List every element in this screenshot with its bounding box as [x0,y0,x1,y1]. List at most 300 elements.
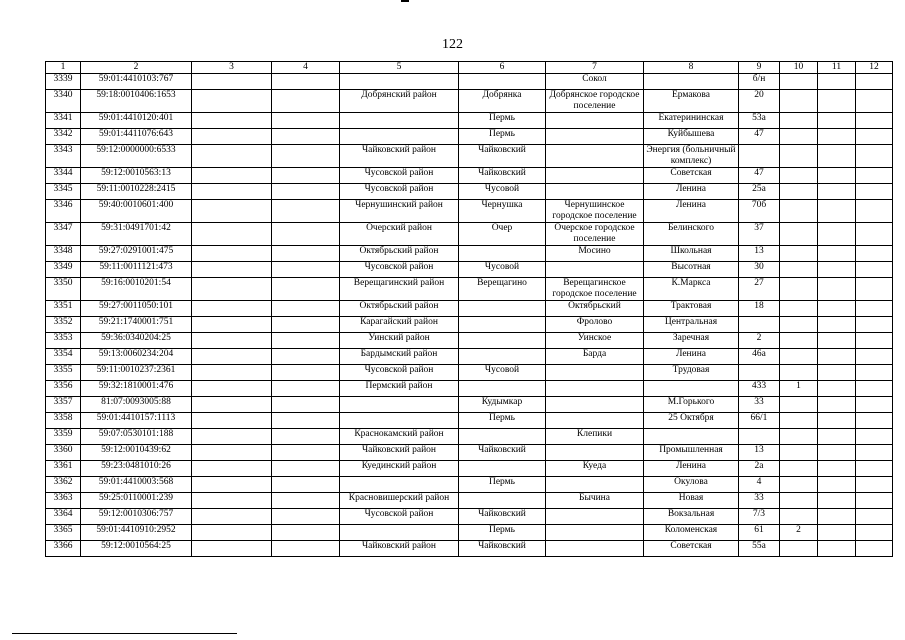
table-cell-col-7: Добрянское городское поселение [546,90,644,113]
table-cell-col-4 [272,184,340,200]
table-row [46,262,893,278]
table-row [46,445,893,461]
table-cell-col-2: 59:27:0291001:475 [81,246,192,262]
table-cell-col-1: 3361 [46,461,81,477]
table-cell-col-8: Куйбышева [644,129,739,145]
table-cell-col-12 [856,397,893,413]
table-cell-col-4 [272,349,340,365]
table-cell-col-11 [818,429,856,445]
table-cell-col-12 [856,90,893,113]
table-cell-col-10 [780,477,818,493]
table-cell-col-3 [192,525,272,541]
table-cell-col-3 [192,200,272,223]
table-row [46,477,893,493]
column-header-3: 3 [192,62,272,74]
table-cell-col-9: 66/1 [739,413,780,429]
table-cell-col-8: Советская [644,541,739,557]
table-cell-col-12 [856,493,893,509]
table-cell-col-8: Ленина [644,461,739,477]
table-cell-col-1: 3351 [46,301,81,317]
table-cell-col-2: 59:01:4410120:401 [81,113,192,129]
table-cell-col-11 [818,445,856,461]
table-cell-col-8: Школьная [644,246,739,262]
table-cell-col-6: Чайковский [459,541,546,557]
table-cell-col-3 [192,509,272,525]
table-cell-col-1: 3359 [46,429,81,445]
table-cell-col-4 [272,509,340,525]
table-cell-col-5: Уинский район [340,333,459,349]
table-cell-col-10 [780,184,818,200]
table-cell-col-9: 433 [739,381,780,397]
table-cell-col-5: Карагайский район [340,317,459,333]
table-cell-col-3 [192,333,272,349]
table-cell-col-6: Пермь [459,477,546,493]
table-cell-col-8 [644,429,739,445]
table-cell-col-8: Трактовая [644,301,739,317]
table-cell-col-8: Екатерининская [644,113,739,129]
table-cell-col-7 [546,129,644,145]
table-cell-col-5: Чернушинский район [340,200,459,223]
table-row [46,333,893,349]
table-cell-col-5: Чусовской район [340,168,459,184]
table-cell-col-6: Чайковский [459,168,546,184]
table-cell-col-8: Окулова [644,477,739,493]
table-cell-col-3 [192,349,272,365]
table-cell-col-12 [856,317,893,333]
table-cell-col-5: Чайковский район [340,541,459,557]
table-cell-col-9 [739,145,780,168]
table-cell-col-5: Октябрьский район [340,246,459,262]
table-cell-col-10 [780,145,818,168]
table-cell-col-5 [340,74,459,90]
table-cell-col-5: Очерский район [340,223,459,246]
table-cell-col-11 [818,365,856,381]
table-cell-col-8: Вокзальная [644,509,739,525]
table-cell-col-5: Чусовской район [340,365,459,381]
table-cell-col-3 [192,246,272,262]
table-cell-col-4 [272,365,340,381]
table-cell-col-3 [192,317,272,333]
table-cell-col-6: Чайковский [459,445,546,461]
column-header-2: 2 [81,62,192,74]
table-cell-col-4 [272,493,340,509]
table-cell-col-4 [272,246,340,262]
table-cell-col-9 [739,317,780,333]
table-body [46,74,893,557]
table-row [46,168,893,184]
table-cell-col-10 [780,301,818,317]
table-cell-col-8: Высотная [644,262,739,278]
table-cell-col-4 [272,200,340,223]
table-cell-col-11 [818,113,856,129]
table-cell-col-4 [272,301,340,317]
table-cell-col-12 [856,509,893,525]
table-cell-col-4 [272,525,340,541]
table-cell-col-7: Очерское городское поселение [546,223,644,246]
table-cell-col-12 [856,445,893,461]
table-cell-col-3 [192,541,272,557]
table-cell-col-4 [272,145,340,168]
table-cell-col-8: Трудовая [644,365,739,381]
table-row [46,113,893,129]
table-cell-col-1: 3347 [46,223,81,246]
table-cell-col-5: Красновишерский район [340,493,459,509]
table-cell-col-12 [856,278,893,301]
table-cell-col-11 [818,184,856,200]
table-cell-col-10 [780,223,818,246]
table-cell-col-6 [459,461,546,477]
table-cell-col-12 [856,184,893,200]
table-cell-col-7: Куеда [546,461,644,477]
table-cell-col-9: 13 [739,445,780,461]
scan-mark-bottom [12,633,237,634]
table-cell-col-2: 59:12:0010564:25 [81,541,192,557]
table-row [46,278,893,301]
table-cell-col-8: Ермакова [644,90,739,113]
table-cell-col-1: 3339 [46,74,81,90]
table-row [46,200,893,223]
table-cell-col-8: Ленина [644,200,739,223]
table-cell-col-3 [192,74,272,90]
table-cell-col-7: Верещагинское городское поселение [546,278,644,301]
table-cell-col-10 [780,200,818,223]
table-cell-col-6: Пермь [459,525,546,541]
table-cell-col-8: К.Маркса [644,278,739,301]
table-cell-col-11 [818,541,856,557]
table-cell-col-2: 59:11:0010228:2415 [81,184,192,200]
table-cell-col-1: 3340 [46,90,81,113]
table-cell-col-2: 59:12:0000000:6533 [81,145,192,168]
table-cell-col-9: 55а [739,541,780,557]
table-cell-col-11 [818,74,856,90]
table-cell-col-5: Добрянский район [340,90,459,113]
table-cell-col-9: 4 [739,477,780,493]
table-cell-col-7: Уинское [546,333,644,349]
table-cell-col-7: Сокол [546,74,644,90]
table-cell-col-6: Кудымкар [459,397,546,413]
table-cell-col-8: Советская [644,168,739,184]
table-cell-col-8: М.Горького [644,397,739,413]
table-cell-col-2: 59:27:0011050:101 [81,301,192,317]
table-cell-col-9 [739,429,780,445]
table-cell-col-1: 3365 [46,525,81,541]
table-cell-col-6: Очер [459,223,546,246]
table-cell-col-7 [546,541,644,557]
table-cell-col-3 [192,381,272,397]
table-cell-col-11 [818,413,856,429]
table-cell-col-12 [856,246,893,262]
column-header-10: 10 [780,62,818,74]
table-cell-col-2: 59:11:0011121:473 [81,262,192,278]
table-cell-col-1: 3350 [46,278,81,301]
table-cell-col-7 [546,397,644,413]
table-cell-col-9: 33 [739,397,780,413]
table-cell-col-11 [818,129,856,145]
table-cell-col-3 [192,429,272,445]
table-cell-col-7 [546,145,644,168]
table-cell-col-6 [459,74,546,90]
registry-table [45,61,893,557]
column-header-5: 5 [340,62,459,74]
table-cell-col-6 [459,246,546,262]
table-row [46,129,893,145]
table-cell-col-5: Октябрьский район [340,301,459,317]
table-cell-col-9: 61 [739,525,780,541]
table-cell-col-9: 53а [739,113,780,129]
table-cell-col-11 [818,509,856,525]
table-cell-col-7 [546,381,644,397]
table-cell-col-3 [192,223,272,246]
table-cell-col-1: 3356 [46,381,81,397]
table-cell-col-2: 59:25:0110001:239 [81,493,192,509]
table-cell-col-2: 59:31:0491701:42 [81,223,192,246]
table-cell-col-1: 3349 [46,262,81,278]
table-cell-col-3 [192,278,272,301]
table-cell-col-4 [272,381,340,397]
table-cell-col-12 [856,381,893,397]
table-cell-col-7 [546,525,644,541]
table-row [46,413,893,429]
table-row [46,317,893,333]
table-cell-col-3 [192,301,272,317]
table-cell-col-4 [272,413,340,429]
table-cell-col-7: Мосино [546,246,644,262]
table-cell-col-5 [340,397,459,413]
table-cell-col-4 [272,223,340,246]
table-cell-col-5: Верещагинский район [340,278,459,301]
table-cell-col-5: Пермский район [340,381,459,397]
table-cell-col-10 [780,509,818,525]
table-cell-col-4 [272,278,340,301]
table-cell-col-7: Октябрьский [546,301,644,317]
table-cell-col-2: 59:01:4410103:767 [81,74,192,90]
table-cell-col-8: Энергия (больничный комплекс) [644,145,739,168]
table-cell-col-10: 2 [780,525,818,541]
table-cell-col-2: 59:01:4410910:2952 [81,525,192,541]
table-cell-col-9 [739,365,780,381]
table-row [46,349,893,365]
table-cell-col-2: 59:12:0010439:62 [81,445,192,461]
table-cell-col-1: 3342 [46,129,81,145]
table-header-row [46,62,893,74]
table-cell-col-6 [459,301,546,317]
table-cell-col-3 [192,413,272,429]
table-cell-col-11 [818,461,856,477]
table-cell-col-1: 3348 [46,246,81,262]
table-cell-col-7 [546,262,644,278]
table-row [46,301,893,317]
table-cell-col-12 [856,168,893,184]
table-cell-col-6 [459,493,546,509]
table-cell-col-4 [272,477,340,493]
table-row [46,461,893,477]
table-cell-col-1: 3341 [46,113,81,129]
table-cell-col-10 [780,317,818,333]
table-cell-col-1: 3357 [46,397,81,413]
table-cell-col-11 [818,397,856,413]
column-header-11: 11 [818,62,856,74]
table-cell-col-6 [459,349,546,365]
table-cell-col-9: 47 [739,129,780,145]
table-cell-col-7 [546,168,644,184]
table-cell-col-4 [272,74,340,90]
table-row [46,381,893,397]
table-row [46,365,893,381]
table-cell-col-9: 70б [739,200,780,223]
table-cell-col-11 [818,381,856,397]
table-cell-col-5 [340,477,459,493]
table-cell-col-8: Новая [644,493,739,509]
table-cell-col-5: Чайковский район [340,445,459,461]
table-cell-col-11 [818,317,856,333]
table-cell-col-6: Добрянка [459,90,546,113]
table-cell-col-7: Фролово [546,317,644,333]
table-row [46,74,893,90]
table-cell-col-11 [818,168,856,184]
table-cell-col-9: 25а [739,184,780,200]
column-header-1: 1 [46,62,81,74]
table-cell-col-1: 3352 [46,317,81,333]
table-cell-col-7: Чернушинское городское поселение [546,200,644,223]
table-cell-col-5 [340,113,459,129]
table-cell-col-7 [546,113,644,129]
table-cell-col-2: 59:12:0010306:757 [81,509,192,525]
table-cell-col-10: 1 [780,381,818,397]
table-cell-col-2: 59:12:0010563:13 [81,168,192,184]
table-cell-col-1: 3345 [46,184,81,200]
table-cell-col-2: 59:40:0010601:400 [81,200,192,223]
table-cell-col-8: Коломенская [644,525,739,541]
table-cell-col-2: 59:36:0340204:25 [81,333,192,349]
table-cell-col-5 [340,129,459,145]
table-cell-col-10 [780,129,818,145]
table-cell-col-12 [856,461,893,477]
table-cell-col-10 [780,413,818,429]
table-row [46,223,893,246]
table-cell-col-7 [546,365,644,381]
table-cell-col-12 [856,113,893,129]
table-cell-col-10 [780,246,818,262]
table-cell-col-9: 33 [739,493,780,509]
table-cell-col-8: Центральная [644,317,739,333]
table-cell-col-7 [546,477,644,493]
table-cell-col-11 [818,333,856,349]
table-cell-col-10 [780,333,818,349]
column-header-12: 12 [856,62,893,74]
table-cell-col-1: 3354 [46,349,81,365]
table-cell-col-7 [546,445,644,461]
table-cell-col-6 [459,333,546,349]
table-cell-col-11 [818,200,856,223]
page-number: 122 [442,37,463,52]
column-header-9: 9 [739,62,780,74]
table-cell-col-7: Барда [546,349,644,365]
table-cell-col-8: Ленина [644,184,739,200]
table-cell-col-6: Пермь [459,129,546,145]
column-header-7: 7 [546,62,644,74]
table-cell-col-4 [272,541,340,557]
table-cell-col-4 [272,429,340,445]
table-cell-col-6 [459,429,546,445]
table-cell-col-1: 3364 [46,509,81,525]
table-cell-col-9: 18 [739,301,780,317]
table-row [46,184,893,200]
column-header-8: 8 [644,62,739,74]
table-row [46,246,893,262]
table-cell-col-6 [459,381,546,397]
table-cell-col-2: 59:07:0530101:188 [81,429,192,445]
table-cell-col-5: Краснокамский район [340,429,459,445]
table-cell-col-9: 37 [739,223,780,246]
table-cell-col-11 [818,223,856,246]
table-cell-col-12 [856,223,893,246]
table-cell-col-3 [192,493,272,509]
table-cell-col-9: 13 [739,246,780,262]
table-cell-col-12 [856,262,893,278]
table-cell-col-6: Пермь [459,113,546,129]
table-cell-col-8 [644,381,739,397]
table-cell-col-6 [459,317,546,333]
table-cell-col-3 [192,113,272,129]
table-cell-col-5: Чусовской район [340,509,459,525]
table-cell-col-1: 3346 [46,200,81,223]
table-cell-col-12 [856,541,893,557]
table-row [46,525,893,541]
table-cell-col-12 [856,129,893,145]
table-cell-col-12 [856,200,893,223]
table-cell-col-3 [192,168,272,184]
table-cell-col-6: Чусовой [459,365,546,381]
table-cell-col-9: 30 [739,262,780,278]
table-cell-col-11 [818,262,856,278]
table-cell-col-12 [856,333,893,349]
table-cell-col-11 [818,90,856,113]
table-cell-col-2: 59:01:4410003:568 [81,477,192,493]
table-cell-col-2: 59:18:0010406:1653 [81,90,192,113]
table-cell-col-1: 3362 [46,477,81,493]
table-cell-col-7: Бычина [546,493,644,509]
table-cell-col-11 [818,349,856,365]
table-cell-col-10 [780,168,818,184]
table-cell-col-8: Белинского [644,223,739,246]
table-cell-col-5: Бардымский район [340,349,459,365]
table-cell-col-1: 3344 [46,168,81,184]
table-cell-col-6: Пермь [459,413,546,429]
table-cell-col-10 [780,493,818,509]
table-cell-col-10 [780,349,818,365]
table-cell-col-9: 7/3 [739,509,780,525]
table-cell-col-2: 59:13:0060234:204 [81,349,192,365]
table-cell-col-9: 47 [739,168,780,184]
table-cell-col-8: Заречная [644,333,739,349]
table-cell-col-10 [780,429,818,445]
table-cell-col-9: 2а [739,461,780,477]
table-cell-col-12 [856,525,893,541]
table-cell-col-4 [272,461,340,477]
table-cell-col-5 [340,413,459,429]
table-cell-col-10 [780,397,818,413]
table-cell-col-6: Чайковский [459,509,546,525]
scan-mark-top [401,0,409,2]
table-cell-col-7: Клепики [546,429,644,445]
table-cell-col-2: 59:11:0010237:2361 [81,365,192,381]
table-row [46,90,893,113]
table-cell-col-10 [780,262,818,278]
table-cell-col-1: 3358 [46,413,81,429]
table-cell-col-3 [192,129,272,145]
table-cell-col-3 [192,461,272,477]
table-cell-col-5: Куединский район [340,461,459,477]
